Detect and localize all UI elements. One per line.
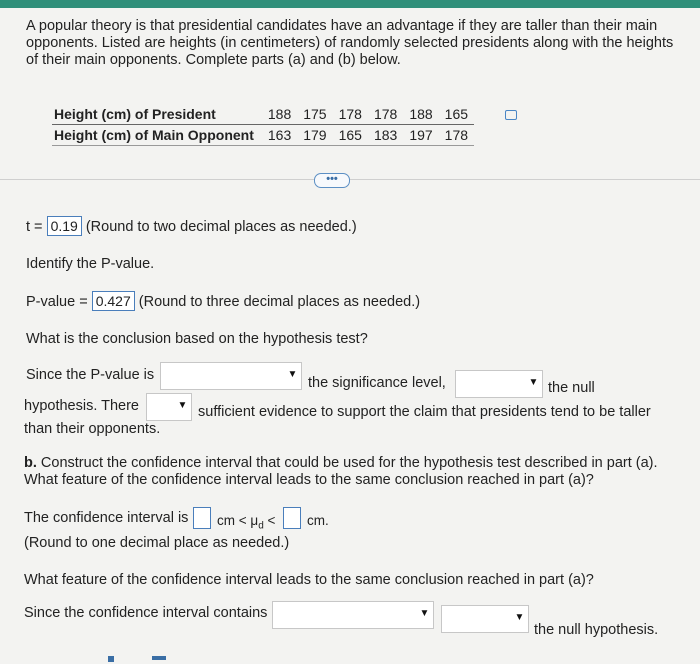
ci-mu: μ [250, 513, 259, 528]
table-cell: 165 [439, 104, 474, 125]
part-b-text-1: Construct the confidence interval that could be used for the hypothesis test described in part (a). [40, 455, 658, 471]
ci-unit-1: cm < [217, 513, 247, 528]
status-marker [152, 656, 166, 660]
feature-prompt: What feature of the confidence interval leads to the same conclusion reached in part (a)? [24, 572, 594, 588]
table-cell: 179 [297, 125, 332, 146]
chevron-down-icon: ▼ [514, 612, 525, 623]
p-value-note: (Round to three decimal places as needed.) [138, 294, 421, 310]
conclusion-prompt: What is the conclusion based on the hypothesis test? [26, 331, 368, 347]
status-marker [108, 656, 114, 662]
since-ci-suffix: the null hypothesis. [534, 622, 659, 638]
ci-lt: < [267, 513, 276, 528]
ci-mu-subscript: d [258, 520, 264, 532]
ci-round-note: (Round to one decimal place as needed.) [24, 535, 290, 551]
more-button[interactable]: ••• [314, 173, 350, 188]
since-p-text-2: the significance level, [308, 375, 446, 391]
ci-contains-dropdown[interactable] [272, 601, 434, 629]
table-row [52, 125, 474, 146]
part-b-line-2: What feature of the confidence interval leads to the same conclusion reached in part (a)? [24, 472, 594, 488]
chevron-down-icon: ▼ [287, 369, 298, 380]
p-value-label: P-value = [26, 294, 88, 310]
copy-data-icon[interactable] [505, 110, 517, 120]
since-p-text-5: sufficient evidence to support the claim that presidents tend to be taller [198, 404, 651, 420]
chevron-down-icon: ▼ [419, 608, 430, 619]
evidence-dropdown[interactable] [146, 393, 192, 421]
part-b-line-1 [24, 455, 658, 471]
reject-decision-dropdown[interactable] [455, 370, 543, 398]
t-stat-line [26, 216, 357, 236]
chevron-down-icon: ▼ [528, 377, 539, 388]
table-cell: 165 [333, 125, 368, 146]
table-row [52, 104, 474, 125]
question-panel [0, 8, 700, 664]
ci-inequality [217, 513, 275, 532]
table-cell: 188 [262, 104, 297, 125]
table-cell: 183 [368, 125, 403, 146]
ci-prefix: The confidence interval is [24, 510, 189, 526]
t-stat-label: t = [26, 219, 43, 235]
table-cell: 175 [297, 104, 332, 125]
table-cell: 163 [262, 125, 297, 146]
since-p-text-3: the null [548, 380, 595, 396]
row-label: Height (cm) of President [52, 104, 262, 125]
heights-table [52, 104, 474, 146]
p-comparison-dropdown[interactable] [160, 362, 302, 390]
p-value-answer[interactable]: 0.427 [92, 291, 135, 311]
since-p-text-4: hypothesis. There [24, 398, 139, 414]
ci-decision-dropdown[interactable] [441, 605, 529, 633]
since-p-text-1: Since the P-value is [26, 367, 155, 383]
t-stat-note: (Round to two decimal places as needed.) [85, 219, 357, 235]
p-value-prompt: Identify the P-value. [26, 256, 155, 272]
ci-upper-input[interactable] [283, 507, 301, 529]
since-ci-text: Since the confidence interval contains [24, 605, 268, 621]
section-divider [0, 179, 700, 180]
t-stat-answer[interactable]: 0.19 [47, 216, 82, 236]
table-cell: 197 [403, 125, 438, 146]
table-cell: 178 [368, 104, 403, 125]
question-intro: A popular theory is that presidential candidates have an advantage if they are taller than their main opponents. Listed are heights (in centimeters) of randomly selected presidents along with the heights of their main opponents. Complete parts (a) and (b) below. [26, 18, 674, 68]
part-b-label: b. [24, 455, 37, 471]
ci-lower-input[interactable] [193, 507, 211, 529]
ci-unit-2: cm. [307, 513, 329, 528]
table-cell: 188 [403, 104, 438, 125]
table-cell: 178 [333, 104, 368, 125]
table-cell: 178 [439, 125, 474, 146]
chevron-down-icon: ▼ [177, 400, 188, 411]
p-value-line [26, 291, 420, 311]
row-label: Height (cm) of Main Opponent [52, 125, 262, 146]
since-p-text-6: than their opponents. [24, 421, 161, 437]
